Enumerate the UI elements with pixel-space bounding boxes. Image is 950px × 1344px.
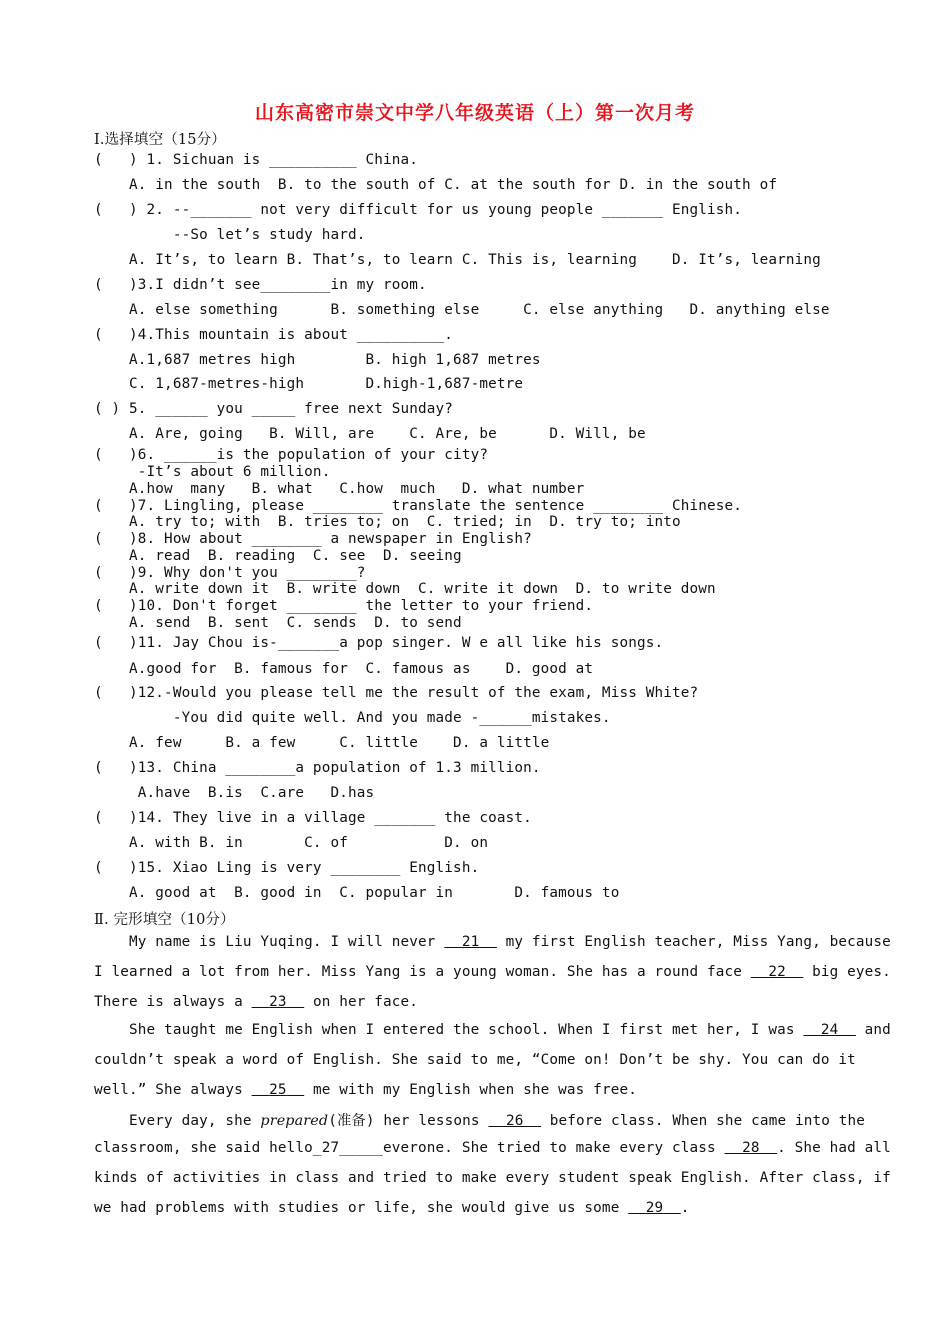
question-line: ( ) 5. ______ you _____ free next Sunday? bbox=[94, 401, 454, 417]
option-line: A. few B. a few C. little D. a little bbox=[94, 735, 550, 751]
option-line: A. read B. reading C. see D. seeing bbox=[94, 548, 462, 564]
option-line: A. try to; with B. tries to; on C. tried; in D. try to; into bbox=[94, 514, 681, 530]
question-line: ( )14. They live in a village _______ the coast. bbox=[94, 810, 532, 826]
question-line: ( )13. China ________a population of 1.3 million. bbox=[94, 760, 541, 776]
blank-24: 24 bbox=[820, 1022, 839, 1038]
passage-line: kinds of activities in class and tried to make every student speak English. After class, if bbox=[94, 1170, 891, 1186]
blank-29: 29 bbox=[645, 1200, 664, 1216]
blank-26: 26 bbox=[505, 1113, 524, 1129]
question-line: ( ) 2. --_______ not very difficult for us young people _______ English. bbox=[94, 202, 743, 218]
passage-line: There is always a 23 on her face. bbox=[94, 994, 419, 1010]
passage-line: I learned a lot from her. Miss Yang is a young woman. She has a round face 22 big eyes. bbox=[94, 964, 891, 980]
passage-line: Every day, she prepared(准备) her lessons 26 before class. When she came into the bbox=[94, 1113, 866, 1129]
option-line: A. send B. sent C. sends D. to send bbox=[94, 615, 462, 631]
passage-line: She taught me English when I entered the school. When I first met her, I was 24 and bbox=[94, 1022, 891, 1038]
question-line: ( )8. How about ________ a newspaper in English? bbox=[94, 531, 532, 547]
blank-23: 23 bbox=[269, 994, 287, 1010]
question-line: ( )4.This mountain is about __________. bbox=[94, 327, 454, 343]
option-line: A.good for B. famous for C. famous as D. good at bbox=[94, 661, 594, 677]
passage-line: classroom, she said hello_27_____everone. She tried to make every class 28 . She had all bbox=[94, 1140, 891, 1156]
passage-line: couldn’t speak a word of English. She said to me, “Come on! Don’t be shy. You can do it bbox=[94, 1052, 856, 1068]
option-line: A. Are, going B. Will, are C. Are, be D. Will, be bbox=[94, 426, 646, 442]
option-line: A. It’s, to learn B. That’s, to learn C. This is, learning D. It’s, learning bbox=[94, 252, 821, 268]
option-line: -You did quite well. And you made -______mistakes. bbox=[94, 710, 611, 726]
option-line: C. 1,687-metres-high D.high-1,687-metre bbox=[94, 376, 524, 392]
blank-28: 28 bbox=[742, 1140, 760, 1156]
option-line: -It’s about 6 million. bbox=[94, 464, 331, 480]
passage-line: well.” She always 25 me with my English when she was free. bbox=[94, 1082, 637, 1098]
section1-heading: Ⅰ.选择填空（15分） bbox=[94, 132, 226, 148]
blank-22: 22 bbox=[768, 964, 786, 980]
question-line: ( ) 1. Sichuan is __________ China. bbox=[94, 152, 419, 168]
option-line: A. in the south B. to the south of C. at the south for D. in the south of bbox=[94, 177, 778, 193]
option-line: A. good at B. good in C. popular in D. famous to bbox=[94, 885, 620, 901]
option-line: A.1,687 metres high B. high 1,687 metres bbox=[94, 352, 541, 368]
question-line: ( )11. Jay Chou is-_______a pop singer. W e all like his songs. bbox=[94, 635, 664, 651]
section2-heading: Ⅱ. 完形填空（10分） bbox=[94, 912, 235, 928]
question-line: ( )9. Why don't you ________? bbox=[94, 565, 366, 581]
question-line: ( )10. Don't forget ________ the letter to your friend. bbox=[94, 598, 594, 614]
question-line: ( )15. Xiao Ling is very ________ English. bbox=[94, 860, 480, 876]
option-line: A. with B. in C. of D. on bbox=[94, 835, 489, 851]
question-line: ( )3.I didn’t see________in my room. bbox=[94, 277, 427, 293]
blank-21: 21 bbox=[461, 934, 480, 950]
blank-25: 25 bbox=[269, 1082, 287, 1098]
option-line: A.how many B. what C.how much D. what number bbox=[94, 481, 585, 497]
option-line: A.have B.is C.are D.has bbox=[94, 785, 375, 801]
option-line: A. write down it B. write down C. write it down D. to write down bbox=[94, 581, 716, 597]
italic-word: prepared bbox=[260, 1113, 329, 1129]
question-line: ( )6. ______is the population of your city? bbox=[94, 447, 489, 463]
exam-title: 山东高密市崇文中学八年级英语（上）第一次月考 bbox=[254, 102, 695, 124]
question-line: ( )12.-Would you please tell me the result of the exam, Miss White? bbox=[94, 685, 699, 701]
passage-line: My name is Liu Yuqing. I will never 21 my first English teacher, Miss Yang, because bbox=[94, 934, 891, 950]
option-line: A. else something B. something else C. else anything D. anything else bbox=[94, 302, 830, 318]
question-line: ( )7. Lingling, please ________ translate the sentence ________ Chinese. bbox=[94, 498, 743, 514]
passage-line: we had problems with studies or life, she would give us some 29 . bbox=[94, 1200, 690, 1216]
option-line: --So let’s study hard. bbox=[94, 227, 366, 243]
